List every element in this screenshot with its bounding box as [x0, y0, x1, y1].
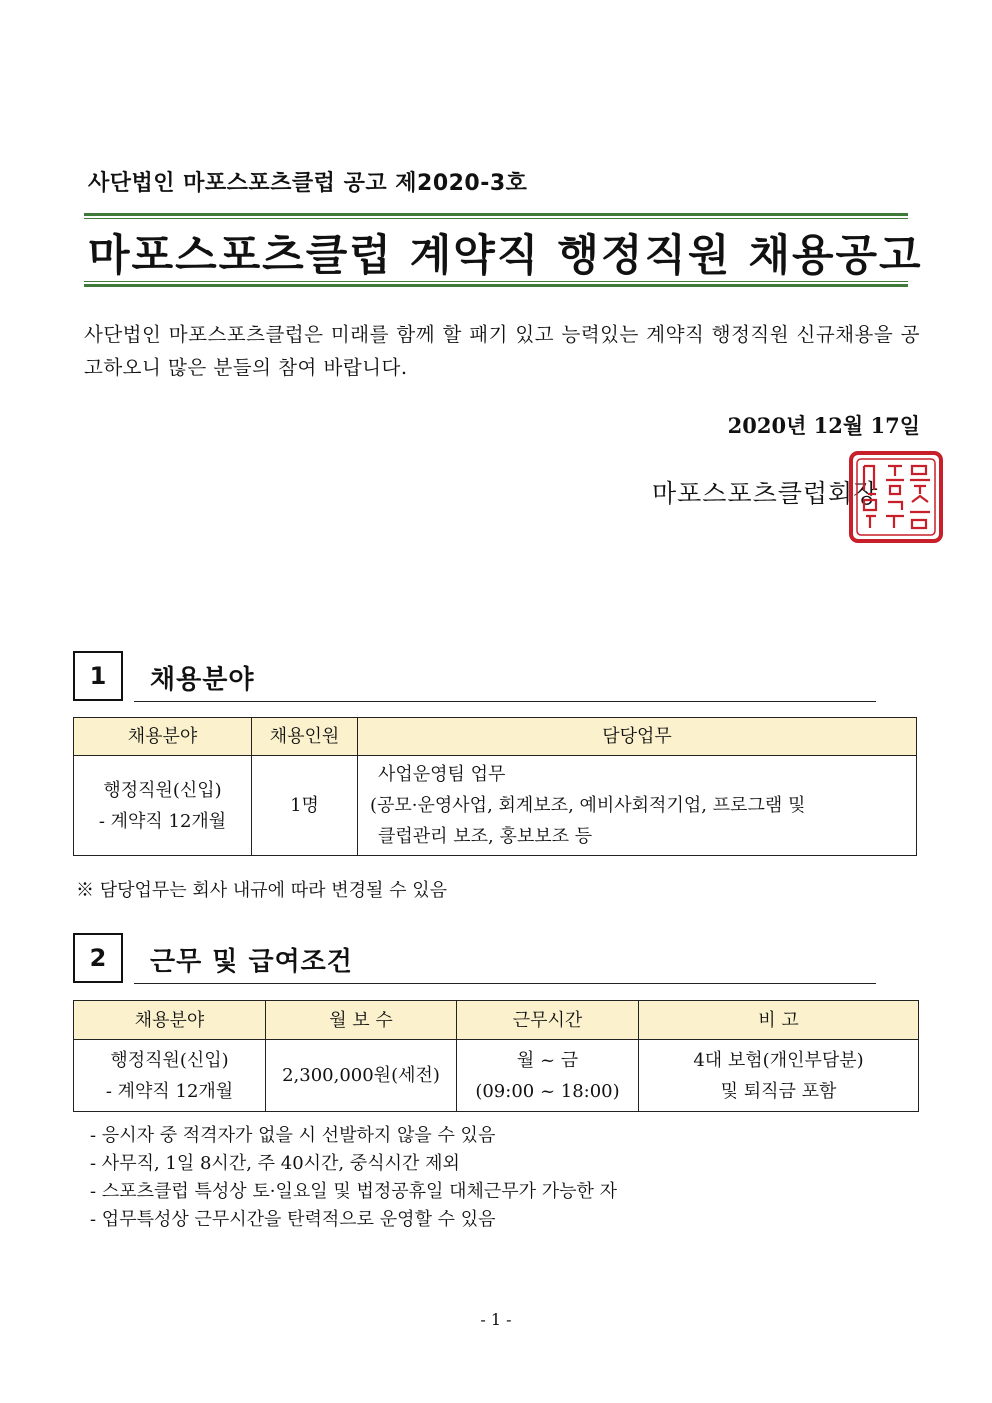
hours-line-1: 월 ~ 금 [516, 1049, 579, 1071]
field-cell [74, 1040, 266, 1112]
table-header-count: 채용인원 [252, 718, 358, 756]
hours-cell [457, 1040, 639, 1112]
remark-line-2: 및 퇴직금 포함 [720, 1080, 837, 1102]
table-header-field: 채용분야 [74, 718, 252, 756]
field-line-1: 행정직원(신입) [103, 779, 222, 801]
section-2-number: 2 [73, 933, 123, 983]
section-2-title: 근무 및 급여조건 [150, 947, 353, 977]
notice-number: 사단법인 마포스포츠클럽 공고 제2020-3호 [88, 171, 528, 196]
table-header-salary: 월 보 수 [266, 1001, 457, 1040]
table-row [74, 1040, 919, 1112]
recruitment-field-table [73, 717, 917, 856]
field-line-1: 행정직원(신입) [110, 1049, 229, 1071]
field-cell [74, 756, 252, 856]
section-1-number: 1 [73, 651, 123, 701]
remark-cell [639, 1040, 919, 1112]
page-title: 마포스포츠클럽 계약직 행정직원 채용공고 [88, 231, 923, 281]
work-conditions-table [73, 1000, 919, 1112]
title-rule-top-thin [84, 218, 908, 219]
duty-line-2: (공모·운영사업, 회계보조, 예비사회적기업, 프로그램 및 [370, 795, 806, 816]
duty-line-1: 사업운영팀 업무 [378, 764, 506, 785]
section-1-title: 채용분야 [150, 665, 255, 695]
table-header-field: 채용분야 [74, 1001, 266, 1040]
conditions-list [90, 1122, 617, 1234]
table-header-remark: 비 고 [639, 1001, 919, 1040]
hours-line-2: (09:00 ~ 18:00) [475, 1080, 620, 1102]
chairman-signature: 마포스포츠클럽회장 [652, 479, 879, 508]
field-line-2: - 계약직 12개월 [98, 810, 227, 832]
section-2-underline [134, 983, 876, 984]
duty-line-3: 클럽관리 보조, 홍보보조 등 [378, 826, 593, 847]
title-rule-bottom-thick [84, 284, 908, 287]
duty-change-note: ※ 담당업무는 회사 내규에 따라 변경될 수 있음 [76, 880, 448, 901]
table-header-duty: 담당업무 [358, 718, 917, 756]
title-rule-top-thick [84, 213, 908, 216]
count-cell: 1명 [252, 756, 358, 856]
list-item: - 스포츠클럽 특성상 토·일요일 및 법정공휴일 대체근무가 가능한 자 [90, 1181, 618, 1202]
table-header-hours: 근무시간 [457, 1001, 639, 1040]
page-number: - 1 - [480, 1310, 512, 1329]
duty-cell [358, 756, 917, 856]
notice-date: 2020년 12월 17일 [727, 413, 920, 438]
table-row [74, 756, 917, 856]
salary-cell: 2,300,000원(세전) [266, 1040, 457, 1112]
list-item: - 사무직, 1일 8시간, 주 40시간, 중식시간 제외 [90, 1153, 460, 1174]
title-rule-bottom-thin [84, 281, 908, 282]
field-line-2: - 계약직 12개월 [105, 1080, 234, 1102]
remark-line-1: 4대 보험(개인부담분) [693, 1049, 864, 1071]
intro-paragraph: 사단법인 마포스포츠클럽은 미래를 함께 할 패기 있고 능력있는 계약직 행정직원 신규채용을 공고하오니 많은 분들의 참여 바랍니다. [84, 323, 920, 379]
list-item: - 업무특성상 근무시간을 탄력적으로 운영할 수 있음 [90, 1209, 496, 1230]
list-item: - 응시자 중 적격자가 없을 시 선발하지 않을 수 있음 [90, 1125, 496, 1146]
official-seal-icon [848, 450, 944, 544]
section-1-underline [134, 701, 876, 702]
